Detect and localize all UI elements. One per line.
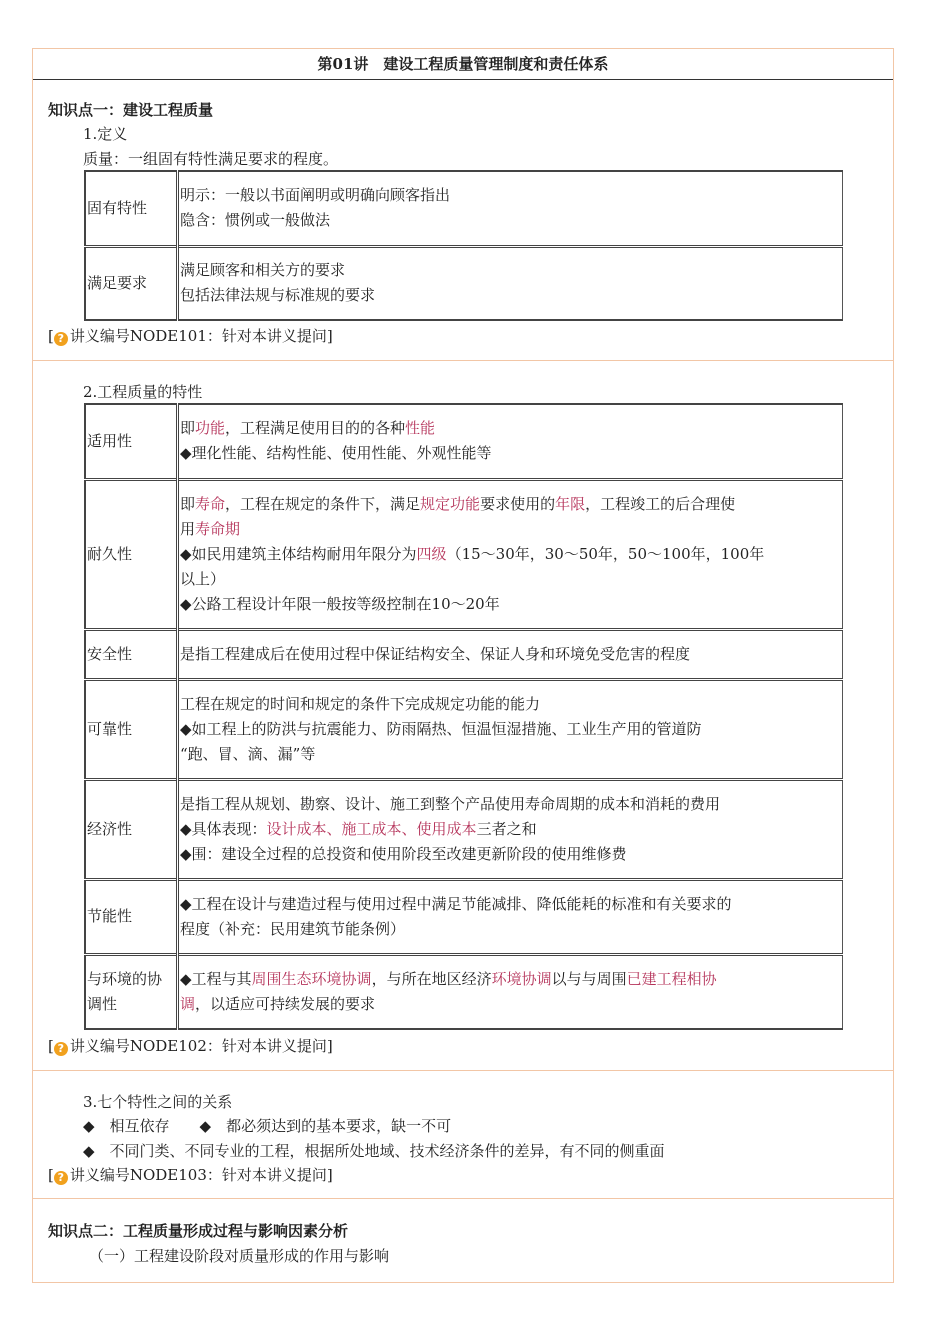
cell-key: 安全性 — [85, 629, 178, 679]
s3-title: 3.七个特性之间的关系 — [83, 1093, 233, 1111]
cell-value: 是指工程建成后在使用过程中保证结构安全、保证人身和环境免受危害的程度 — [178, 629, 843, 679]
k1-heading: 知识点一：建设工程质量 — [48, 101, 214, 119]
cell-value: ◆工程在设计与建造过程与使用过程中满足节能减排、降低能耗的标准和有关要求的 程度（补充：民用建筑节能条例） — [178, 879, 843, 954]
question-icon: ? — [54, 1171, 68, 1185]
table-row — [85, 679, 843, 779]
node-link-103[interactable]: [ ? 讲义编号NODE103：针对本讲义提问] — [48, 1166, 333, 1184]
cell-key: 满足要求 — [85, 246, 178, 320]
def-text: 质量：一组固有特性满足要求的程度。 — [83, 150, 339, 168]
cell-key: 经济性 — [85, 779, 178, 879]
cell-value: 满足顾客和相关方的要求 包括法律法规与标准规的要求 — [178, 246, 843, 320]
cell-value: 即寿命，工程在规定的条件下，满足规定功能要求使用的年限，工程竣工的后合理使 用寿命期 ◆如民用建筑主体结构耐用年限分为四级（15～30年，30～50年，50～100年，100年 以上） ◆公路工程设计年限一般按等级控制在10～20年 — [178, 479, 843, 629]
definition-table — [84, 170, 843, 321]
cell-key: 耐久性 — [85, 479, 178, 629]
quality-characteristics-table — [84, 403, 843, 1030]
node-link-101[interactable]: [ ? 讲义编号NODE101：针对本讲义提问] — [48, 327, 333, 345]
table-row — [85, 479, 843, 629]
s3-line1: ◆ 相互依存 ◆ 都必须达到的基本要求，缺一不可 — [83, 1117, 452, 1135]
question-icon: ? — [54, 1042, 68, 1056]
table-row — [85, 879, 843, 954]
node-link-102[interactable]: [ ? 讲义编号NODE102：针对本讲义提问] — [48, 1037, 333, 1055]
table-row — [85, 171, 843, 246]
s3-line2: ◆ 不同门类、不同专业的工程，根据所处地域、技术经济条件的差异，有不同的侧重面 — [83, 1142, 665, 1160]
page-title: 第01讲 建设工程质量管理制度和责任体系 — [33, 49, 893, 80]
divider — [33, 1070, 893, 1071]
cell-value: 是指工程从规划、勘察、设计、施工到整个产品使用寿命周期的成本和消耗的费用 ◆具体表现：设计成本、施工成本、使用成本三者之和 ◆围：建设全过程的总投资和使用阶段至改建更新阶段的使用维修费 — [178, 779, 843, 879]
k2-heading: 知识点二：工程质量形成过程与影响因素分析 — [48, 1222, 349, 1240]
divider — [33, 1198, 893, 1199]
question-icon: ? — [54, 332, 68, 346]
cell-value: ◆工程与其周围生态环境协调，与所在地区经济环境协调以与与周围已建工程相协 调，以适应可持续发展的要求 — [178, 954, 843, 1029]
def-title: 1.定义 — [83, 125, 128, 143]
cell-key: 固有特性 — [85, 171, 178, 246]
cell-key: 适用性 — [85, 404, 178, 479]
cell-key: 可靠性 — [85, 679, 178, 779]
cell-value: 工程在规定的时间和规定的条件下完成规定功能的能力 ◆如工程上的防洪与抗震能力、防雨隔热、恒温恒湿措施、工业生产用的管道防 “跑、冒、滴、漏”等 — [178, 679, 843, 779]
table-row — [85, 954, 843, 1029]
table-row — [85, 629, 843, 679]
s2-title: 2.工程质量的特性 — [83, 383, 203, 401]
cell-value: 即功能，工程满足使用目的的各种性能 ◆理化性能、结构性能、使用性能、外观性能等 — [178, 404, 843, 479]
cell-value: 明示：一般以书面阐明或明确向顾客指出 隐含：惯例或一般做法 — [178, 171, 843, 246]
divider — [33, 360, 893, 361]
cell-key: 与环境的协 调性 — [85, 954, 178, 1029]
table-row — [85, 779, 843, 879]
table-row — [85, 404, 843, 479]
k2-sub: （一）工程建设阶段对质量形成的作用与影响 — [89, 1247, 390, 1265]
table-row — [85, 246, 843, 320]
document-frame — [32, 48, 894, 1283]
cell-key: 节能性 — [85, 879, 178, 954]
